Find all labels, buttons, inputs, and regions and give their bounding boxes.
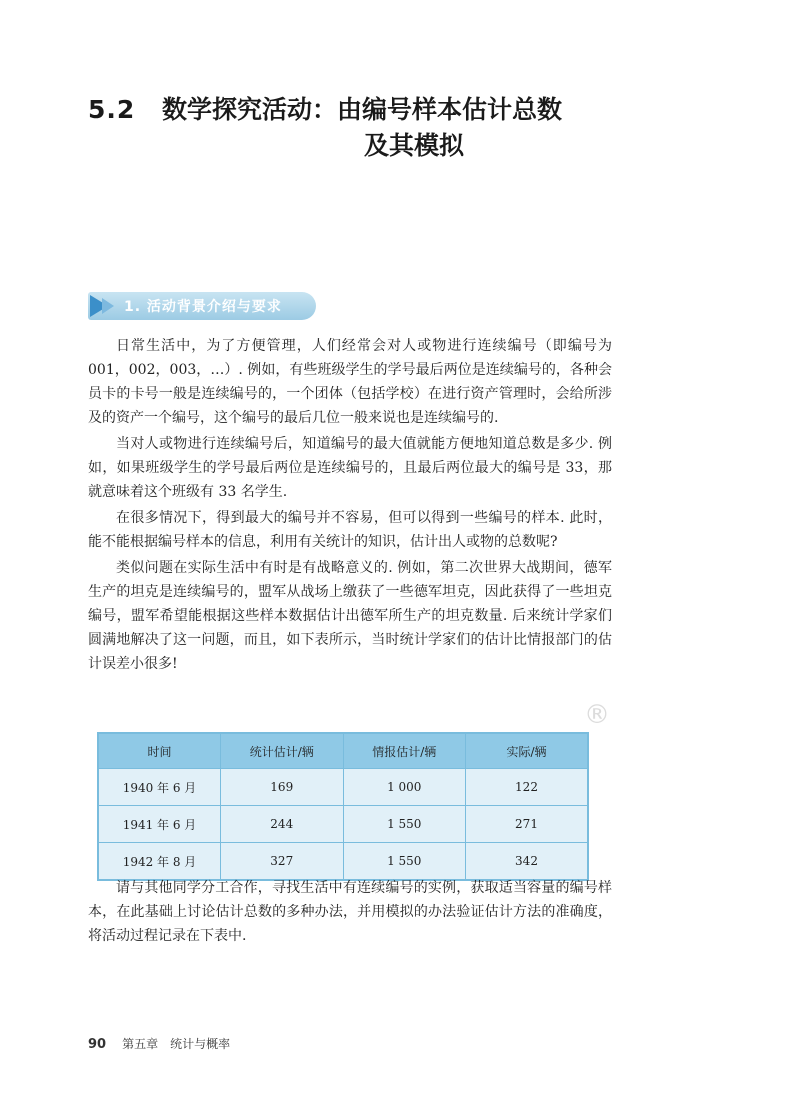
table-header-cell: 情报估计/辆: [343, 733, 466, 769]
title-text-line-2: 及其模拟: [364, 131, 465, 160]
table-cell: 1 550: [343, 806, 466, 843]
table-row: [98, 843, 588, 881]
table-header-cell: 实际/辆: [466, 733, 589, 769]
body-text: [88, 334, 612, 678]
table-cell: 327: [221, 843, 344, 881]
table-cell: 122: [466, 769, 589, 806]
chapter-label: 第五章 统计与概率: [122, 1037, 231, 1051]
table-cell: 1942 年 8 月: [98, 843, 221, 881]
tank-estimate-table: [97, 732, 589, 881]
table-row: [98, 806, 588, 843]
table-cell: 1941 年 6 月: [98, 806, 221, 843]
paragraph: 日常生活中，为了方便管理，人们经常会对人或物进行连续编号（即编号为001，002，003，…）. 例如，有些班级学生的学号最后两位是连续编号的，各种会员卡的卡号一般是连续编号的，一个团体（包括学校）在进行资产管理时，会给所涉及的资产一个编号，这个编号的最后几位一般来说也是连续编号的.: [88, 338, 612, 426]
table-cell: 342: [466, 843, 589, 881]
table-header-cell: 时间: [98, 733, 221, 769]
table-cell: 244: [221, 806, 344, 843]
arrow-icon-inner: [102, 298, 114, 314]
chapter-title: [88, 92, 708, 164]
page-number: 90: [88, 1037, 107, 1052]
table-header-row: [98, 733, 588, 769]
paragraph: 类似问题在实际生活中有时是有战略意义的. 例如，第二次世界大战期间，德军生产的坦克是连续编号的，盟军从战场上缴获了一些德军坦克，因此获得了一些坦克编号，盟军希望能根据这些样本数据估计出德军所生产的坦克数量. 后来统计学家们圆满地解决了这一问题，而且，如下表所示，当时统计学家们的估计比情报部门的估计误差小很多!: [88, 560, 612, 672]
table-cell: 1 550: [343, 843, 466, 881]
table-cell: 1940 年 6 月: [98, 769, 221, 806]
title-text-line-1: 数学探究活动：由编号样本估计总数: [162, 95, 563, 124]
paragraph: 当对人或物进行连续编号后，知道编号的最大值就能方便地知道总数是多少. 例如，如果班级学生的学号最后两位是连续编号的，且最后两位最大的编号是 33，那就意味着这个班级有 33 名学生.: [88, 436, 612, 500]
table-header-cell: 统计估计/辆: [221, 733, 344, 769]
table-cell: 1 000: [343, 769, 466, 806]
paragraph: 在很多情况下，得到最大的编号并不容易，但可以得到一些编号的样本. 此时，能不能根据编号样本的信息，利用有关统计的知识，估计出人或物的总数呢?: [88, 510, 612, 550]
closing-text: [88, 876, 612, 948]
table-cell: 169: [221, 769, 344, 806]
paragraph: 请与其他同学分工合作，寻找生活中有连续编号的实例，获取适当容量的编号样本，在此基础上讨论估计总数的多种办法，并用模拟的办法验证估计方法的准确度，将活动过程记录在下表中.: [88, 880, 612, 944]
section-header-bar: [88, 292, 316, 320]
section-header-label: 1. 活动背景介绍与要求: [124, 299, 282, 315]
section-number: 5.2: [88, 95, 136, 124]
table-cell: 271: [466, 806, 589, 843]
registered-watermark-icon: ®: [584, 700, 610, 730]
title-line-1: [88, 92, 708, 128]
table-row: [98, 769, 588, 806]
page-footer: [88, 1035, 230, 1052]
